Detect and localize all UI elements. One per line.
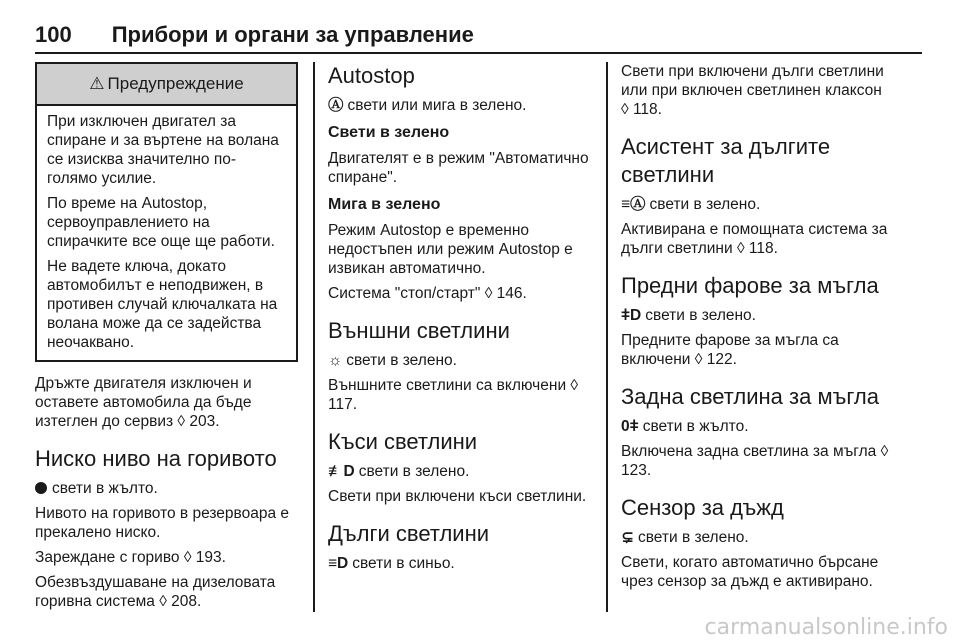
high-beam-paragraph: Свети при включени дълги светлини или при включен светлинен клаксон ◊ 118. [621, 63, 884, 118]
exterior-lights-status-line: ☼ свети в зелено. [328, 352, 457, 369]
fuel-bleed-link[interactable]: Обезвъздушаване на дизеловата горивна система ◊ 208. [35, 574, 276, 610]
front-fog-status-line: ǂD свети в зелено. [621, 307, 756, 324]
column-divider-1 [313, 62, 315, 612]
autostop-heading: Autostop [328, 63, 415, 88]
column-1 [35, 62, 298, 617]
low-beam-status-line: ≢D свети в зелено. [328, 463, 470, 480]
low-beam-paragraph: Свети при включени къси светлини. [328, 488, 587, 505]
autostop-icon: Ⓐ [328, 97, 344, 114]
column-divider-2 [606, 62, 608, 612]
blink-paragraph: Режим Autostop е временно недостъпен или режим Autostop е извикан автоматично. [328, 222, 573, 277]
fuel-heading: Ниско ниво на горивото [35, 446, 277, 471]
front-fog-heading: Предни фарове за мъгла [621, 273, 879, 298]
low-beam-heading: Къси светлини [328, 429, 478, 454]
warning-body [37, 106, 296, 360]
low-beam-icon: ≢D [328, 463, 355, 480]
high-beam-assist-status-line: ≡Ⓐ свети в зелено. [621, 196, 761, 213]
tow-paragraph: Дръжте двигателя изключен и оставете автомобила да бъде изтеглен до сервиз ◊ 203. [35, 375, 252, 430]
green-heading: Свети в зелено [328, 124, 450, 141]
front-fog-paragraph: Предните фарове за мъгла са включени ◊ 122. [621, 332, 839, 368]
page-title: Прибори и органи за управление [111, 22, 474, 47]
fuel-paragraph: Нивото на горивото в резервоара е прекалено ниско. [35, 505, 290, 541]
stop-start-link[interactable]: Система "стоп/старт" ◊ 146. [328, 285, 527, 302]
fuel-indicator-icon [35, 482, 47, 494]
warning-paragraph: По време на Autostop, сервоуправлението на спирачките все още ще работи. [47, 195, 275, 250]
rear-fog-status-line: 0ǂ свети в жълто. [621, 418, 749, 435]
front-fog-icon: ǂD [621, 307, 642, 324]
column-2 [328, 62, 591, 579]
column-3 [621, 62, 891, 597]
high-beam-assist-heading: Асистент за дългите светлини [621, 134, 831, 187]
rain-sensor-heading: Сензор за дъжд [621, 495, 784, 520]
high-beam-status-line: ≡D свети в синьо. [328, 555, 455, 572]
high-beam-icon: ≡D [328, 555, 349, 572]
rain-sensor-paragraph: Свети, когато автоматично бърсане чрез сензор за дъжд е активирано. [621, 554, 879, 590]
high-beam-assist-paragraph: Активирана е помощната система за дълги светлини ◊ 118. [621, 221, 888, 257]
warning-paragraph: Не вадете ключа, докато автомобилът е неподвижен, в противен случай ключалката на волана може да се задейства неочаквано. [47, 258, 278, 351]
exterior-lights-paragraph: Външните светлини са включени ◊ 117. [328, 377, 579, 413]
warning-paragraph: При изключен двигател за спиране и за въртене на волана се изисква значително по-голямо усилие. [47, 113, 279, 187]
warning-triangle-icon: ⚠ [89, 74, 105, 93]
exterior-lights-icon: ☼ [328, 352, 343, 369]
fuel-refuel-link[interactable]: Зареждане с гориво ◊ 193. [35, 549, 226, 566]
warning-header [37, 64, 296, 106]
high-beam-heading: Дълги светлини [328, 521, 490, 546]
watermark: carmanualsonline.info [704, 615, 948, 640]
header-rule [35, 52, 922, 54]
fuel-status-line: свети в жълто. [35, 479, 298, 498]
rain-sensor-icon: ⊊ [621, 529, 634, 546]
blink-heading: Мига в зелено [328, 196, 441, 213]
warning-title: Предупреждение [107, 74, 244, 93]
rear-fog-heading: Задна светлина за мъгла [621, 384, 879, 409]
high-beam-assist-icon: ≡Ⓐ [621, 196, 646, 213]
rain-sensor-status-line: ⊊ свети в зелено. [621, 529, 749, 546]
autostop-status-line: Ⓐ свети или мига в зелено. [328, 97, 527, 114]
rear-fog-paragraph: Включена задна светлина за мъгла ◊ 123. [621, 443, 889, 479]
exterior-lights-heading: Външни светлини [328, 318, 510, 343]
warning-box [35, 62, 298, 362]
green-paragraph: Двигателят е в режим "Автоматично спиране". [328, 150, 589, 186]
rear-fog-icon: 0ǂ [621, 418, 639, 435]
page-header [35, 8, 915, 48]
page-number: 100 [35, 22, 72, 47]
